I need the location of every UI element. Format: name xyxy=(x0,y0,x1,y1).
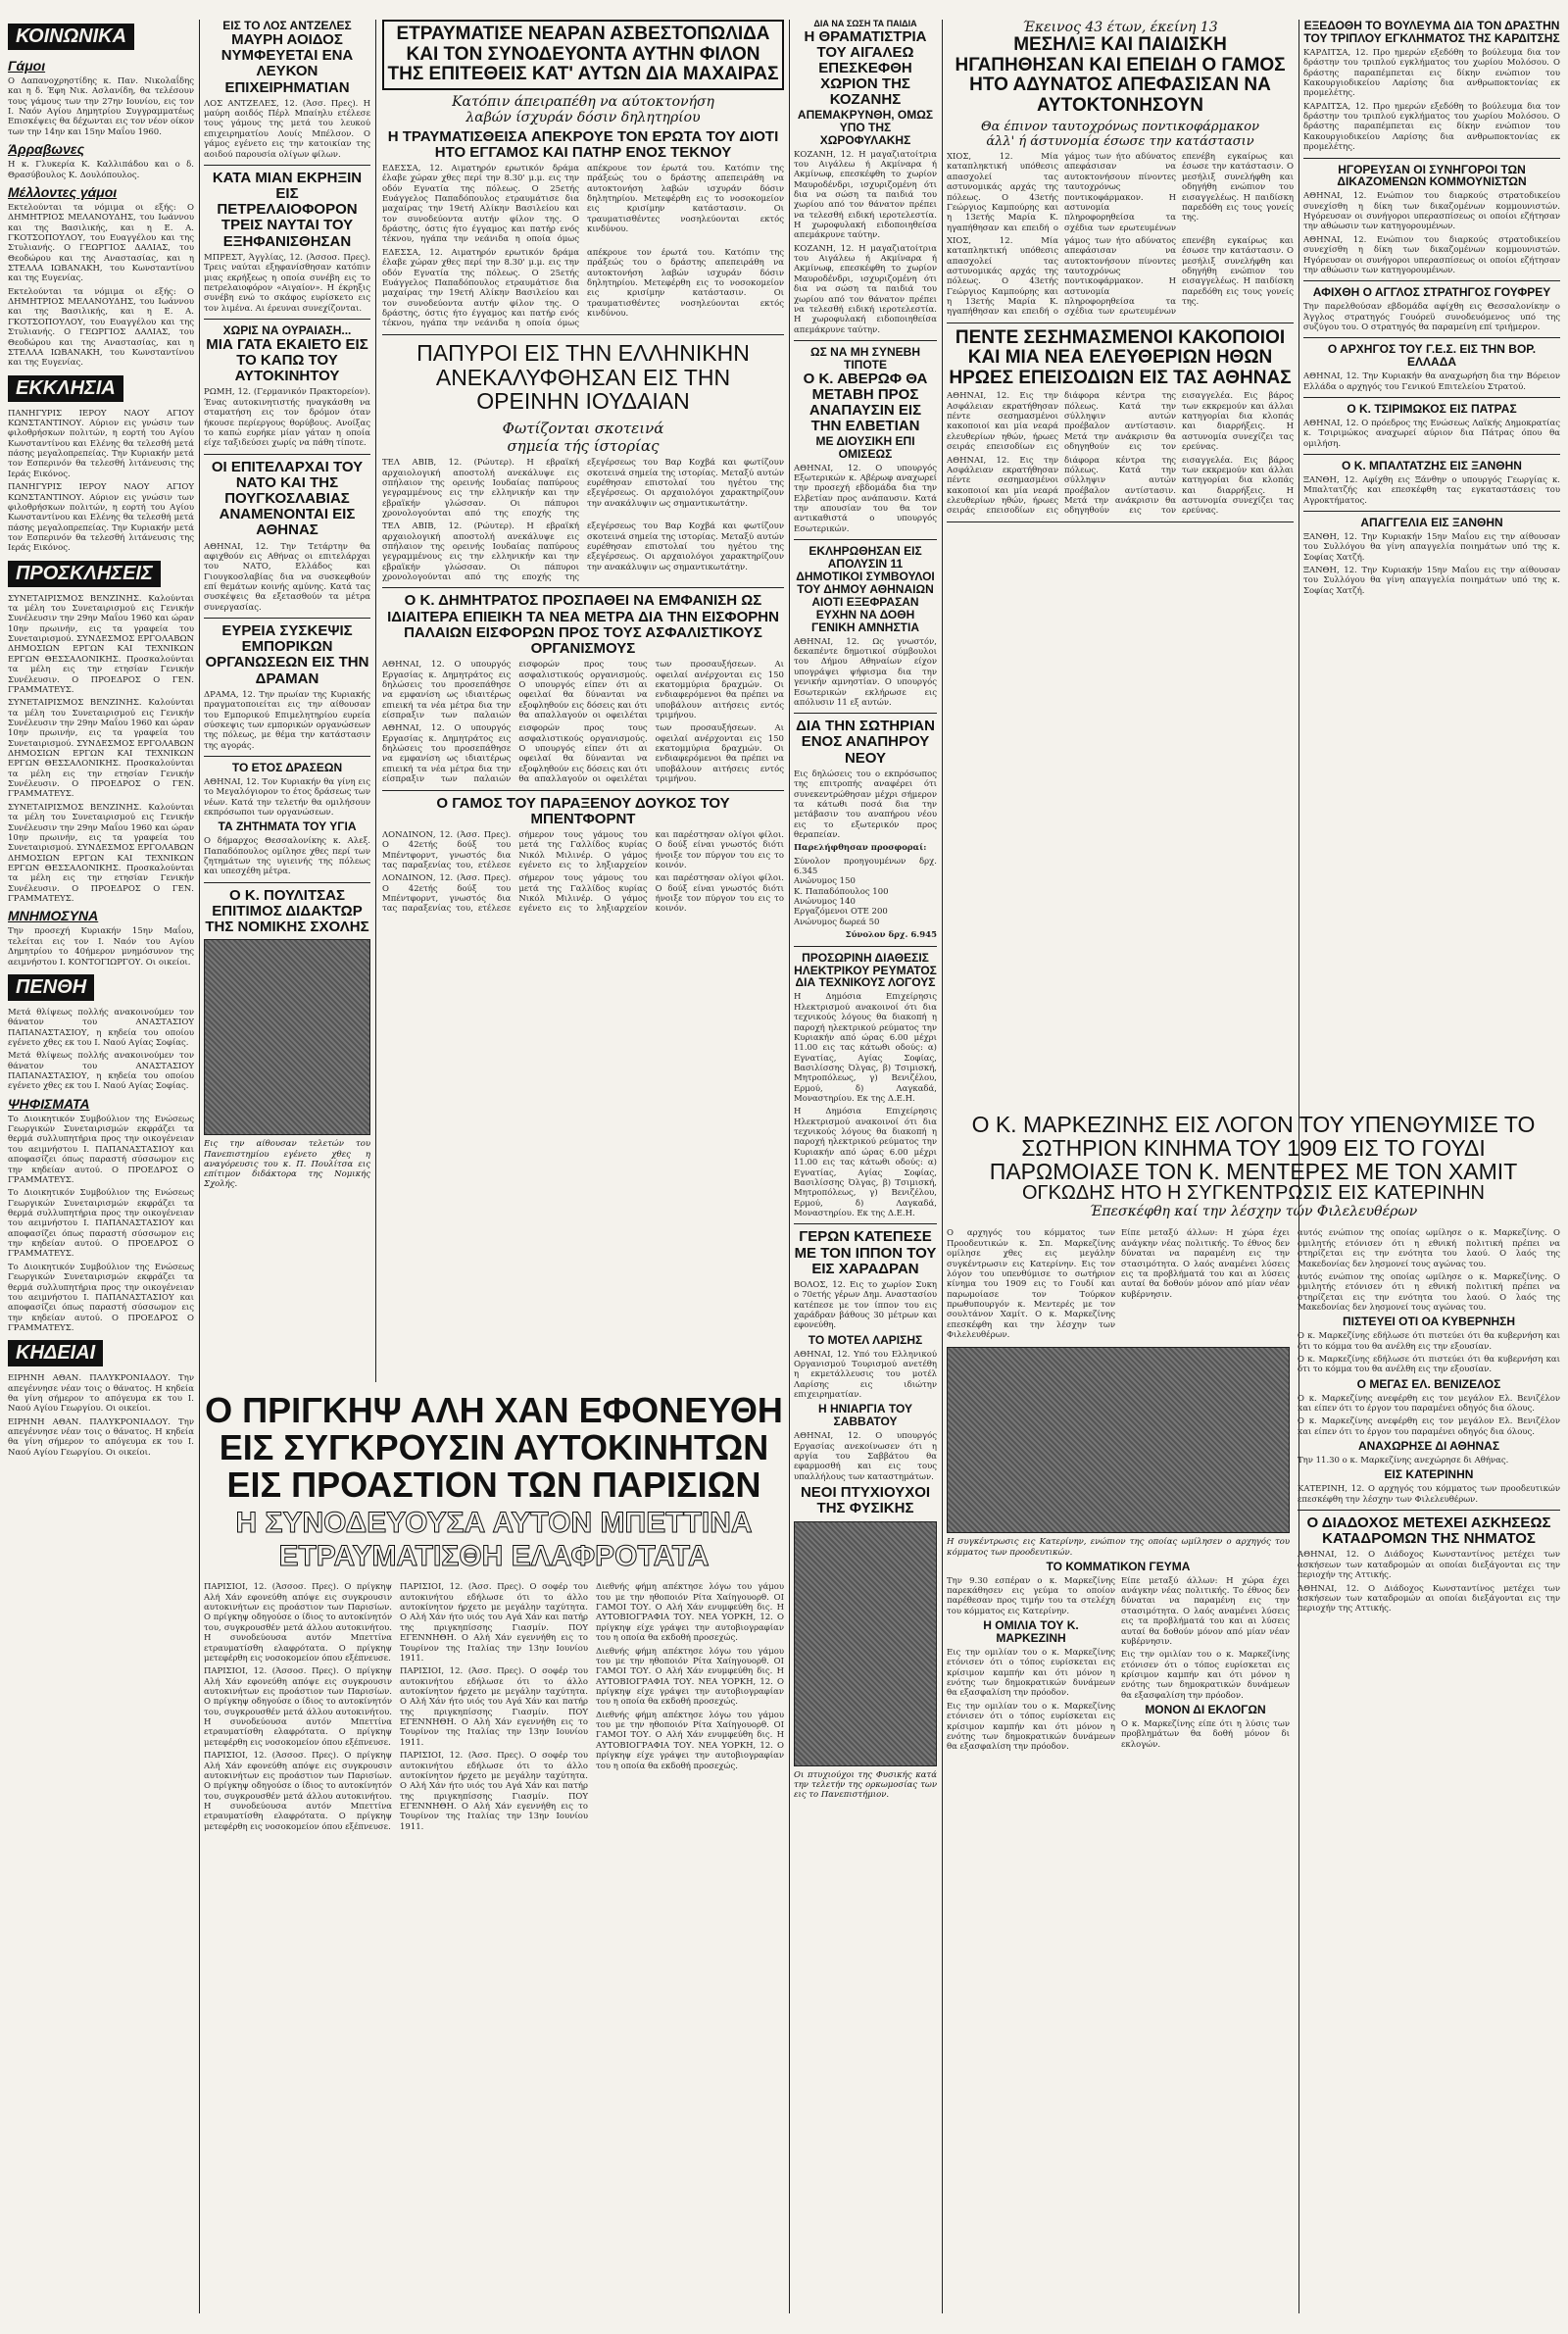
article-text: ΚΑΡΔΙΤΣΑ, 12. Προ ημερών εξεδόθη το βούλευμα δια τον δράστην του τριπλού εγκλήματος του χωρίου Μολόσου. Ο δράστης παραπέμπεται εις δίκην ενώπιον του Κακουργιοδικείου Λαρίσης δια ανθρωποκτονίας εκ προμελέτης. xyxy=(1303,47,1560,99)
article-text: ΑΘΗΝΑΙ, 12. Ο υπουργός Εργασίας κ. Δημητράτος εις δηλώσεις του προσεπάθησε να εμφανίση ως ιδιαιτέρως επιεική τα νέα μέτρα δια την είσπραξιν των παλαιών εισφορών προς τους ασφαλιστικούς οργανισμούς. Ο υπουργός είπεν ότι αι οφειλαί θα δύνανται να εξοφληθούν εις δόσεις και ότι θα απαλλαγούν οι οφειλέται των προσαυξήσεων. Αι οφειλαί ανέρχονται εις 150 εκατομμύρια δραχμών. Οι ενδιαφερόμενοι θα πρέπει να υποβάλουν αιτήσεις εντός τριμήνου. xyxy=(382,660,784,721)
article-text: Εις την ομιλίαν του ο κ. Μαρκεζίνης ετόνισεν ότι ο τόπος ευρίσκεται εις κρίσιμον καμπήν και ότι μόνον η ενότης των δημοκρατικών δυνάμεων θα εξασφαλίση την πρόοδον. xyxy=(1121,1650,1290,1701)
article-kicker: ΩΣ ΝΑ ΜΗ ΣΥΝΕΒΗ ΤΙΠΟΤΕ xyxy=(809,344,921,372)
markezinis-right xyxy=(1298,1225,1560,1755)
column-rule xyxy=(789,20,790,2313)
article-headline: ΓΕΡΩΝ ΚΑΤΕΠΕΣΕ ΜΕ ΤΟΝ ΙΠΠΟΝ ΤΟΥ ΕΙΣ ΧΑΡΑΔΡΑΝ xyxy=(794,1228,937,1277)
article-subhead: Κατόπιν άπειραπέθη να αύτοκτονήση xyxy=(452,93,714,110)
notice-text: Η κ. Γλυκερία Κ. Καλλιπάδου και ο δ. Θρασύβουλος Κ. Δουλόπουλος. xyxy=(8,160,194,180)
list-item: Ανώνυμος 150 xyxy=(794,876,856,887)
article-headline: Ο Κ. ΠΟΥΛΙΤΣΑΣ ΕΠΙΤΙΜΟΣ ΔΙΔΑΚΤΩΡ ΤΗΣ ΝΟΜΙΚΗΣ ΣΧΟΛΗΣ xyxy=(205,886,369,936)
article-subhead: άλλ' ή άστυνομία έσωσε την κατάστασιν xyxy=(986,134,1254,150)
article-text: ΑΘΗΝΑΙ, 12. Τον Κυριακήν θα γίνη εις το Μεγαλόγιορον το έτος δράσεως των νέων. Κατά την τελετήν θα ομιλήσουν εκπρόσωποι των οργανώσεων. xyxy=(204,776,370,819)
banner-column xyxy=(400,1579,588,1835)
list-item: Κ. Παπαδόπουλος 100 xyxy=(794,886,889,897)
article-headline: ΠΕΝΤΕ ΣΕΣΗΜΑΣΜΕΝΟΙ ΚΑΚΟΠΟΙΟΙ ΚΑΙ ΜΙΑ ΝΕΑ ΕΛΕΥΘΕΡΙΩΝ ΗΘΩΝ ΗΡΩΕΣ ΕΠΕΙΣΟΔΙΩΝ ΕΙΣ ΤΑΣ ΑΘΗΝΑΣ xyxy=(949,326,1292,388)
article-headline: Ο Κ. ΤΣΙΡΙΜΩΚΟΣ ΕΙΣ ΠΑΤΡΑΣ xyxy=(1347,401,1517,416)
article-text: ΑΘΗΝΑΙ, 12. Την Τετάρτην θα αφιχθούν εις Αθήνας οι επιτελάρχαι του ΝΑΤΟ, Ελλάδος και Γιουγκοσλαβίας δια να συσκεφθούν επί θεμάτων κοινής αμύνης. Κατά τας συσκέψεις θα εξετασθούν τα μέτρα συνεργασίας. xyxy=(204,541,370,613)
article-text: ΚΟΖΑΝΗ, 12. Η μαγαζιατοίτρια του Αιγάλεω ή Ακμίναρα ή Ακμίνωφ, επεσκέφθη το χωρίον Μαυροδένδρι, ισχυριζομένη ότι δια να σώση τα παιδιά του χωρίου από τον θάνατον πρέπει να τελεσθή ειδική ιεροτελεστία. Η χωροφυλακή ειδοποιηθείσα απεμάκρυνε ταύτην. xyxy=(794,149,937,241)
donation-total: Σύνολον δρχ. 6.945 xyxy=(845,930,937,941)
article-text: αυτός ενώπιον της οποίας ωμίλησε ο κ. Μαρκεζίνης. Ο ομιλητής ετόνισεν ότι η εθνική πολιτική πρέπει να στηρίζεται εις την ενότητα του λαού. Ο λαός της Μακεδονίας δεν λησμονεί τους αγώνας του. xyxy=(1298,1271,1560,1313)
list-item: Σύνολον προηγουμένων δρχ. 6.345 xyxy=(794,856,937,877)
article-text: ΑΘΗΝΑΙ, 12. Ο υπουργός Εξωτερικών κ. Αβέρωφ αναχωρεί την προσεχή εβδομάδα δια την Ελβετίαν προς ανάπαυσιν. Κατά την απουσίαν του θα τον αντικαθιστά ο υπουργός Εσωτερικών. xyxy=(794,463,937,534)
article-text: ΛΟΣ ΑΝΤΖΕΛΕΣ, 12. (Άσσ. Πρες). Η μαύρη αοιδός Πέρλ Μπαίηλυ ετέλεσε τους γάμους της μετά του λευκού επιχειρηματίου Λουίς Μπέλσον. Ο γάμος εγένετο εις την κατοικίαν της αοιδού παρουσία ολίγων φίλων. xyxy=(204,98,370,160)
article-headline: ΕΚΛΗΡΩΘΗΣΑΝ ΕΙΣ ΑΠΟΛΥΣΙΝ 11 ΔΗΜΟΤΙΚΟΙ ΣΥΜΒΟΥΛΟΙ ΤΟΥ ΔΗΜΟΥ ΑΘΗΝΑΙΩΝ xyxy=(796,544,935,596)
banner-headline: ΕΙΣ ΣΥΓΚΡΟΥΣΙΝ ΑΥΤΟΚΙΝΗΤΩΝ xyxy=(219,1426,769,1467)
article-headline: ΑΝΑΧΩΡΗΣΕ ΔΙ ΑΘΗΝΑΣ xyxy=(1357,1439,1500,1454)
article-text: Εις δηλώσεις του ο εκπρόσωπος της επιτροπής αναφέρει ότι συνεκεντρώθησαν μέχρι σήμερον τα κάτωθι ποσά δια την μετάβασιν του αναπήρου νέου εις το εξωτερικόν προς θεραπείαν. xyxy=(794,769,937,840)
article-headline: Ο ΜΕΓΑΣ ΕΛ. ΒΕΝΙΖΕΛΟΣ xyxy=(1356,1376,1501,1391)
article-text: ΛΟΝΔΙΝΟΝ, 12. (Άσσ. Πρες). Ο 42ετής δούξ του Μπέντφορντ, γνωστός δια τας παραξενίας του, ετέλεσε σήμερον τους γάμους του μετά της Γαλλίδος κυρίας Νικόλ Μιλινέρ. Ο γάμος εγένετο εις το ληξιαρχείον και παρέστησαν ολίγοι φίλοι. Ο δούξ είναι γνωστός διότι ήνοιξε τον πύργον του εις το κοινόν. xyxy=(382,829,784,870)
article-text: ΞΑΝΘΗ, 12. Την Κυριακήν 15ην Μαΐου εις την αίθουσαν του Συλλόγου θα γίνη απαγγελία ποιημάτων υπό της κ. Σοφίας Χατζή. xyxy=(1303,531,1560,563)
photo-caption: Οι πτυχιούχοι της Φυσικής κατά την τελετήν της ορκωμοσίας των εις το Πανεπιστήμιον. xyxy=(794,1769,937,1800)
article-text: Ο δήμαρχος Θεσσαλονίκης κ. Αλεξ. Παπαδόπουλος ομίλησε χθες περί των ζητημάτων της υγιεινής της πόλεως και υπεσχέθη μέτρα. xyxy=(204,836,370,877)
article-text: Ο κ. Μαρκεζίνης ανεφέρθη εις τον μεγάλον Ελ. Βενιζέλον και είπεν ότι το έργον του παραμένει οδηγός δια όλους. xyxy=(1298,1393,1560,1414)
article-text: ΠΑΡΙΣΙΟΙ, 12. (Άσσοσ. Πρες). Ο πρίγκηψ Αλή Χάν εφονεύθη απόψε εις συγκρουσιν αυτοκινήτων εις προάστιον των Παρισίων. Ο πρίγκηψ οδηγούσε ο ίδιος το αυτοκίνητόν του, συγκρουσθέν μετά άλλου αυτοκινήτου. Η συνοδεύουσα αυτόν Μπεττίνα ετραυματίσθη ελαφρότατα. Ο πρίγκηψ μετεφέρθη εις νοσοκομείον όπου εξέπνευσε. xyxy=(204,1666,392,1748)
column-rule xyxy=(199,20,200,2313)
notice-text: Το Διοικητικόν Συμβούλιον της Ενώσεως Γεωργικών Συνεταιρισμών εκφράζει τα θερμά συλλυπητήρια προς την οικογένειαν του αειμνήστου Ι. ΠΑΠΑΝΑΣΤΑΣΙΟΥ και αποφασίζει όπως παραστή σύσσωμον εις την κηδείαν αυτού. Ο ΠΡΟΕΔΡΟΣ Ο ΓΡΑΜΜΑΤΕΥΣ. xyxy=(8,1188,194,1260)
article-text: Ο κ. Μαρκεζίνης εδήλωσε ότι πιστεύει ότι θα κυβερνήση και ότι το κόμμα του θα ανέλθη εις την εξουσίαν. xyxy=(1298,1331,1560,1352)
article-text: Είπε μεταξύ άλλων: Η χώρα έχει ανάγκην νέας πολιτικής. Το έθνος δεν δύναται να παραμένη εις την στασιμότητα. Ο λαός αναμένει λύσεις εις τα προβλήματά του και αι λύσεις αυταί θα δοθούν μόνον από μίαν νέαν κυβέρνησιν. xyxy=(1121,1228,1290,1300)
article-text: ΡΩΜΗ, 12. (Γερμανικόν Πρακτορείον). Ένας αυτοκινητιστής ηναγκάσθη να σταματήση εις τον δρόμον όταν ήκουσε περίεργους θορύβους. Ανοίξας το καπώ ευρήκε μίαν γάταν η οποία είχε ταξιδεύσει χωρίς να πάθη τίποτε. xyxy=(204,387,370,449)
section-title: ΠΕΝΘΗ xyxy=(8,974,94,1001)
article-headline: ΤΑ ΖΗΤΗΜΑΤΑ ΤΟΥ ΥΓΙΑ xyxy=(218,819,357,834)
article-text: ΒΟΛΟΣ, 12. Εις το χωρίον Συκη ο 70ετής γέρων Δημ. Αναστασίου κατέπεσε με τον ίππον του εις χαράδραν βάθους 30 μέτρων και εφονεύθη. xyxy=(794,1279,937,1331)
article-headline: Ο Κ. ΜΑΡΚΕΖΙΝΗΣ ΕΙΣ ΛΟΓΟΝ ΤΟΥ ΥΠΕΝΘΥΜΙΣΕ ΤΟ ΣΩΤΗΡΙΟΝ ΚΙΝΗΜΑ ΤΟΥ 1909 ΕΙΣ ΤΟ ΓΟΥΔΙ xyxy=(971,1113,1536,1162)
article-text: ΑΘΗΝΑΙ, 12. Ως γνωστόν, δεκαπέντε δημοτικοί σύμβουλοι του Δήμου Αθηναίων είχον υπογράψει ψήφισμα δια την γενικήν αμνηστίαν. Ο υπουργός Εσωτερικών εκλήρωσε εις απόλυσιν 11 εξ αυτών. xyxy=(794,636,937,708)
article-subhead: λαβών ίσχυράν δόσιν δηλητηρίου xyxy=(466,109,701,125)
section-title: ΠΡΟΣΚΛΗΣΕΙΣ xyxy=(8,561,161,587)
article-headline: Ο ΑΡΧΗΓΟΣ ΤΟΥ Γ.Ε.Σ. ΕΙΣ ΤΗΝ ΒΟΡ. ΕΛΛΑΔΑ xyxy=(1327,342,1537,370)
article-headline: ΑΦΙΧΘΗ Ο ΑΓΓΛΟΣ ΣΤΡΑΤΗΓΟΣ ΓΟΥΦΡΕΥ xyxy=(1312,285,1551,300)
article-headline: ΠΑΠΥΡΟΙ ΕΙΣ ΤΗΝ ΕΛΛΗΝΙΚΗΝ ΑΝΕΚΑΛΥΦΘΗΣΑΝ ΕΙΣ ΤΗΝ ΟΡΕΙΝΗΝ ΙΟΥΔΑΙΑΝ xyxy=(416,339,750,415)
column-rule xyxy=(942,20,943,2313)
article-headline: ΕΙΣ ΚΑΤΕΡΙΝΗΝ xyxy=(1384,1467,1474,1482)
banner-headline: Ο ΠΡΙΓΚΗΨ ΑΛΗ ΧΑΝ ΕΦΟΝΕΥΘΗ xyxy=(205,1392,783,1430)
markezinis-article xyxy=(947,1113,1560,2318)
article-text: Διεθνής φήμη απέκτησε λόγω του γάμου του με την ηθοποιόν Ρίτα Χαίηγουορθ. ΟΙ ΓΑΜΟΙ ΤΟΥ. Ο Αλή Χάν ενυμφεύθη δις. Η ΑΥΤΟΒΙΟΓΡΑΦΙΑ ΤΟΥ. ΝΕΑ ΥΟΡΚΗ, 12. Ο πρίγκηψ είχε γράψει την αυτοβιογραφίαν του η οποία θα εκδοθή προσεχώς. xyxy=(596,1582,784,1644)
banner-subhead: Η ΣΥΝΟΔΕΥΟΥΣΑ ΑΥΤΟΝ ΜΠΕΤΤΙΝΑ xyxy=(235,1507,753,1540)
article-text: ΚΑΡΔΙΤΣΑ, 12. Προ ημερών εξεδόθη το βούλευμα δια τον δράστην του τριπλού εγκλήματος του χωρίου Μολόσου. Ο δράστης παραπέμπεται εις δίκην ενώπιον του Κακουργιοδικείου Λαρίσης δια ανθρωποκτονίας εκ προμελέτης. xyxy=(1303,101,1560,153)
subsection-title: Γάμοι xyxy=(8,58,46,74)
article-text: ΑΘΗΝΑΙ, 12. Ο υπουργός Εργασίας ανεκοίνωσεν ότι η αργία του Σαββάτου θα εφαρμοσθή και εις τους υπαλλήλους των καταστημάτων. xyxy=(794,1431,937,1482)
article-text: ΞΑΝΘΗ, 12. Την Κυριακήν 15ην Μαΐου εις την αίθουσαν του Συλλόγου θα γίνη απαγγελία ποιημάτων υπό της κ. Σοφίας Χατζή. xyxy=(1303,566,1560,596)
photo-caption: Εις την αίθουσαν τελετών του Πανεπιστημίου εγένετο χθες η αναγόρευσις του κ. Π. Πουλίτσα εις επίτιμον διδάκτορα της Νομικής Σχολής. xyxy=(204,1139,370,1190)
graduates-photo xyxy=(794,1521,937,1766)
article-text: ΠΑΡΙΣΙΟΙ, 12. (Άσσ. Πρες). Ο σοφέρ του αυτοκινήτου εδήλωσε ότι το άλλο αυτοκίνητον ήρχετο με μεγάλην ταχύτητα. Ο Αλή Χάν ήτο υιός του Αγά Χάν και πατήρ της πριγκηπίσσης Γιασμίν. ΠΟΥ ΕΓΕΝΝΗΘΗ. Ο Αλή Χάν εγεννήθη εις το Τουρίνον της Ιταλίας την 13ην Ιουνίου 1911. xyxy=(400,1666,588,1748)
article-text: Ο κ. Μαρκεζίνης ανεφέρθη εις τον μεγάλον Ελ. Βενιζέλον και είπεν ότι το έργον του παραμένει οδηγός δια όλους. xyxy=(1298,1416,1560,1437)
article-headline: ΠΙΣΤΕΥΕΙ ΟΤΙ ΟΑ ΚΥΒΕΡΝΗΣΗ xyxy=(1342,1315,1516,1329)
social-column xyxy=(8,20,194,2318)
article-text: Την 9.30 εσπέραν ο κ. Μαρκεζίνης παρεκάθησεν εις γεύμα το οποίον παρέθεσαν προς τιμήν του τα στελέχη του κόμματος εις Κατερίνην. xyxy=(947,1575,1115,1616)
article-headline: ΠΑΡΩΜΟΙΑΣΕ ΤΟΝ Κ. ΜΕΝΤΕΡΕΣ ΜΕ ΤΟΝ ΧΑΜΙΤ xyxy=(989,1159,1518,1185)
article-subhead: Θα έπινον ταυτοχρόνως ποντικοφάρμακον xyxy=(980,120,1260,135)
markezinis-left xyxy=(947,1225,1290,1755)
list-item: Εργαζόμενοι ΟΤΕ 200 xyxy=(794,907,888,918)
banner-headline: ΕΙΣ ΠΡΟΑΣΤΙΟΝ ΤΩΝ ΠΑΡΙΣΙΩΝ xyxy=(226,1464,761,1505)
article-headline: Ο Κ. ΑΒΕΡΩΦ ΘΑ ΜΕΤΑΒΗ ΠΡΟΣ ΑΝΑΠΑΥΣΙΝ ΕΙΣ ΤΗΝ ΕΛΒΕΤΙΑΝ xyxy=(803,370,928,435)
notice-text: ΕΙΡΗΝΗ ΑΘΑΝ. ΠΑΛΥΚΡΟΝΙΑΔΟΥ. Την απεγέννησε νέαν τοις ο θάνατος. Η κηδεία θα γίνη σήμερον το απόγευμα εκ του Ι. Ναού Αγίου Γεωργίου. Οι οικείοι. xyxy=(8,1416,194,1458)
article-text: ΧΙΟΣ, 12. Μία καταπληκτική υπόθεσις απασχολεί τας αστυνομικάς αρχάς της πόλεως. Ο 43ετής Γεώργιος Καμπούρης και η 13ετής Μαρία Κ. ηγαπήθησαν και επειδή ο γάμος των ήτο αδύνατος απεφάσισαν να αυτοκτονήσουν πίνοντες ταυτοχρόνως ποντικοφάρμακον. Η αστυνομία πληροφορηθείσα τα σχέδια των ερωτευμένων επενέβη εγκαίρως και έσωσε την κατάστασιν. Ο μεσήλιξ συνελήφθη και οδηγήθη ενώπιον του εισαγγελέως. Η παιδίσκη παρεδόθη εις τους γονείς της. xyxy=(947,152,1294,233)
article-headline: ΤΟ ΜΟΤΕΛ ΛΑΡΙΣΗΣ xyxy=(808,1332,923,1347)
article-headline: Η ΟΜΙΛΙΑ ΤΟΥ Κ. ΜΑΡΚΕΖΙΝΗ xyxy=(983,1618,1079,1646)
notice-text: Την προσεχή Κυριακήν 15ην Μαΐου, τελείται εις τον Ι. Ναόν του Αγίου Δημητρίου το 40ήμερον μνημόσυνον της αειμνήστου Ι. ΚΟΝΤΟΓΙΩΡΓΟΥ. Οι οικείοι. xyxy=(8,926,194,968)
article-headline: ΗΓΟΡΕΥΣΑΝ ΟΙ ΣΥΝΗΓΟΡΟΙ ΤΩΝ ΔΙΚΑΖΟΜΕΝΩΝ ΚΟΜΜΟΥΝΙΣΤΩΝ xyxy=(1337,162,1527,189)
rally-photo xyxy=(947,1347,1290,1533)
article-text: Διεθνής φήμη απέκτησε λόγω του γάμου του με την ηθοποιόν Ρίτα Χαίηγουορθ. ΟΙ ΓΑΜΟΙ ΤΟΥ. Ο Αλή Χάν ενυμφεύθη δις. Η ΑΥΤΟΒΙΟΓΡΑΦΙΑ ΤΟΥ. ΝΕΑ ΥΟΡΚΗ, 12. Ο πρίγκηψ είχε γράψει την αυτοβιογραφίαν του η οποία θα εκδοθή προσεχώς. xyxy=(596,1646,784,1708)
notice-text: ΕΙΡΗΝΗ ΑΘΑΝ. ΠΑΛΥΚΡΟΝΙΑΔΟΥ. Την απεγέννησε νέαν τοις ο θάνατος. Η κηδεία θα γίνη σήμερον το απόγευμα εκ του Ι. Ναού Αγίου Γεωργίου. Οι οικείοι. xyxy=(8,1373,194,1415)
banner-article xyxy=(204,1392,784,2318)
article-headline: ΔΙΑ ΤΗΝ ΣΩΤΗΡΙΑΝ ΕΝΟΣ ΑΝΑΠΗΡΟΥ ΝΕΟΥ xyxy=(796,718,935,767)
article-text: ΑΘΗΝΑΙ, 12. Εις την Ασφάλειαν εκρατήθησαν πέντε σεσημασμένοι κακοποιοί και μία νεαρά ελευθερίων ηθών, ήρωες σειράς επεισοδίων εις διάφορα κέντρα της πόλεως. Κατά την σύλληψιν αυτών προέβαλον αντίστασιν. Μετά την ανάκρισιν θα οδηγηθούν εις τον εισαγγελέα. Εις βάρος των εκκρεμούν και άλλαι κατηγορίαι δια κλοπάς και διαρρήξεις. Η αστυνομία συνεχίζει τας ερεύνας. xyxy=(947,391,1294,453)
notice-text: ΠΑΝΗΓΥΡΙΣ ΙΕΡΟΥ ΝΑΟΥ ΑΓΙΟΥ ΚΩΝΣΤΑΝΤΙΝΟΥ. Αύριον εις γνώσιν των φιλοθρήσκων πολιτών, η εορτή του Αγίου Κωνσταντίνου και Ελένης θα τελεσθή μετά πάσης μεγαλοπρεπείας. Την Κυριακήν μετά τον Εσπερινόν θα τελεσθή λιτάνευσις της Ιεράς Εικόνος. xyxy=(8,482,194,554)
article-text: Είπε μεταξύ άλλων: Η χώρα έχει ανάγκην νέας πολιτικής. Το έθνος δεν δύναται να παραμένη εις την στασιμότητα. Ο λαός αναμένει λύσεις εις τα προβλήματά του και αι λύσεις αυταί θα δοθούν μόνον από μίαν νέαν κυβέρνησιν. xyxy=(1121,1575,1290,1647)
notice-text: ΣΥΝΕΤΑΙΡΙΣΜΟΣ ΒΕΝΖΙΝΗΣ. Καλούνται τα μέλη του Συνεταιρισμού εις Γενικήν Συνέλευσιν την 29ην Μαΐου 1960 και ώραν 10ην πρωινήν, εις τα γραφεία του Συνεταιρισμού. ΣΥΝΔΕΣΜΟΣ ΕΡΓΟΛΑΒΩΝ ΔΗΜΟΣΙΩΝ ΕΡΓΩΝ ΚΑΙ ΤΕΧΝΙΚΩΝ ΕΡΓΩΝ ΘΕΣΣΑΛΟΝΙΚΗΣ. Προσκαλούνται τα μέλη εις την ετησίαν Γενικήν Συνέλευσιν. Ο ΠΡΟΕΔΡΟΣ Ο ΓΕΝ. ΓΡΑΜΜΑΤΕΥΣ. xyxy=(8,698,194,800)
photo-caption: Η συγκέντρωσις εις Κατερίνην, ενώπιον της οποίας ωμίλησεν ο αρχηγός του κόμματος των προοδευτικών. xyxy=(947,1537,1290,1558)
notice-text: Το Διοικητικόν Συμβούλιον της Ενώσεως Γεωργικών Συνεταιρισμών εκφράζει τα θερμά συλλυπητήρια προς την οικογένειαν του αειμνήστου Ι. ΠΑΠΑΝΑΣΤΑΣΙΟΥ και αποφασίζει όπως παραστή σύσσωμον εις την κηδείαν αυτού. Ο ΠΡΟΕΔΡΟΣ Ο ΓΡΑΜΜΑΤΕΥΣ. xyxy=(8,1262,194,1333)
article-text: ΑΘΗΝΑΙ, 12. Ο Διάδοχος Κωνσταντίνος μετέχει των ασκήσεων των καταδρομών αι οποίαι διεξάγονται εις την περιοχήν της Αττικής. xyxy=(1298,1583,1560,1614)
article-headline: ΤΟ ΚΟΜΜΑΤΙΚΟΝ ΓΕΥΜΑ xyxy=(1046,1559,1191,1573)
section-title: ΚΟΙΝΩΝΙΚΑ xyxy=(8,24,134,50)
subsection-title: ΨΗΦΙΣΜΑΤΑ xyxy=(8,1095,90,1112)
list-item: Ανώνυμος 140 xyxy=(794,897,856,908)
list-item: Ανώνυμος δωρεά 50 xyxy=(794,917,880,927)
article-headline: Ο ΔΙΑΔΟΧΟΣ ΜΕΤΕΧΕΙ ΑΣΚΗΣΕΩΣ ΚΑΤΑΔΡΟΜΩΝ ΤΗΣ ΝΗΜΑΤΟΣ xyxy=(1306,1515,1551,1548)
article-text: ΛΟΝΔΙΝΟΝ, 12. (Άσσ. Πρες). Ο 42ετής δούξ του Μπέντφορντ, γνωστός δια τας παραξενίας του, ετέλεσε σήμερον τους γάμους του μετά της Γαλλίδος κυρίας Νικόλ Μιλινέρ. Ο γάμος εγένετο εις το ληξιαρχείον και παρέστησαν ολίγοι φίλοι. Ο δούξ είναι γνωστός διότι ήνοιξε τον πύργον του εις το κοινόν. xyxy=(382,873,784,915)
article-text: Η Δημόσια Επιχείρησις Ηλεκτρισμού ανακοινοί ότι δια τεχνικούς λόγους θα διακοπή η παροχή ηλεκτρικού ρεύματος την Κυριακήν από ώρας 6.00 μέχρι 11.00 εις τας κάτωθι οδούς: α) Εγνατίας, Αγίας Σοφίας, Βασιλίσσης Όλγας, β) Τσιμισκή, Μητροπόλεως, γ) Βενιζέλου, Ερμού, δ) Λαγκαδά, Μοναστηρίου. Εκ της Δ.Ε.Η. xyxy=(794,1107,937,1218)
article-text: ΚΑΤΕΡΙΝΗ, 12. Ο αρχηγός του κόμματος των προοδευτικών επεσκέφθη την λέσχην των Φιλελευθέρων. xyxy=(1298,1484,1560,1505)
article-text: Εις την ομιλίαν του ο κ. Μαρκεζίνης ετόνισεν ότι ο τόπος ευρίσκεται εις κρίσιμον καμπήν και ότι μόνον η ενότης των δημοκρατικών δυνάμεων θα εξασφαλίση την πρόοδον. xyxy=(947,1648,1115,1699)
article-text: ΕΔΕΣΣΑ, 12. Αιματηρόν ερωτικόν δράμα έλαβε χώραν χθες περί την 8.30' μ.μ. εις την οδόν Εγνατία της πόλεως. Ο 25ετής Ευάγγελος Παπαδόπουλος ετραυμάτισε δια μαχαίρας την 19ετή Αλίκην Βασιλείου και τον συνοδεύοντα αυτήν φίλον της. Ο δράστης, όστις ήτο έγγαμος και πατήρ ενός τέκνου, ηγάπα την νεάνιδα η οποία όμως απέκρουε τον έρωτά του. Κατόπιν της πράξεώς του ο δράστης απεπειράθη να αυτοκτονήση λαβών ισχυράν δόσιν δηλητηρίου. Μετεφέρθη εις το νοσοκομείον εις κρισίμην κατάστασιν. Οι τραυματισθέντες νοσηλεύονται εκτός κινδύνου. xyxy=(382,163,784,245)
article-headline: ΕΥΡΕΙΑ ΣΥΣΚΕΨΙΣ ΕΜΠΟΡΙΚΩΝ ΟΡΓΑΝΩΣΕΩΝ ΕΙΣ ΤΗΝ ΔΡΑΜΑΝ xyxy=(205,622,369,687)
article-subhead: Φωτίζονται σκοτεινά xyxy=(502,420,664,438)
article-subhead: ΑΙΟΤΙ ΕΞΕΦΡΑΣΑΝ ΕΥΧΗΝ ΝΑ ΔΟΘΗ ΓΕΝΙΚΗ ΑΜΝΗΣΤΙΑ xyxy=(811,594,919,634)
notice-text: Μετά θλίψεως πολλής ανακοινούμεν τον θάνατον του ΑΝΑΣΤΑΣΙΟΥ ΠΑΠΑΝΑΣΤΑΣΙΟΥ, η κηδεία του οποίου εγένετο χθες εκ του Ι. Ναού Αγίας Σοφίας. xyxy=(8,1007,194,1048)
article-text: ΤΕΛ ΑΒΙΒ, 12. (Ρώυτερ). Η εβραϊκή αρχαιολογική αποστολή ανεκάλυψε εις σπήλαιον της ορεινής Ιουδαίας παπύρους γεγραμμένους εις την ελληνικήν και την εβραϊκήν γλώσσαν. Οι πάπυροι χρονολογούνται από της εποχής της εξεγέρσεως του Βαρ Κοχβά και φωτίζουν σκοτεινά σημεία της ιστορίας. Μεταξύ αυτών ευρέθησαν επιστολαί του ηγέτου της εξεγέρσεως. Οι αρχαιολόγοι χαρακτηρίζουν την ανακάλυψιν ως σημαντικωτάτην. xyxy=(382,521,784,583)
ceremony-photo xyxy=(204,939,370,1135)
notice-text: Μετά θλίψεως πολλής ανακοινούμεν τον θάνατον του ΑΝΑΣΤΑΣΙΟΥ ΠΑΠΑΝΑΣΤΑΣΙΟΥ, η κηδεία του οποίου εγένετο χθες εκ του Ι. Ναού Αγίας Σοφίας. xyxy=(8,1051,194,1092)
article-kicker: ΕΙΣ ΤΟ ΛΟΣ ΑΝΤΖΕΛΕΣ xyxy=(222,20,352,32)
notice-text: Εκτελούνται τα νόμιμα οι εξής: Ο ΔΗΜΗΤΡΙΟΣ ΜΕΛΑΝΟΥΔΗΣ, του Ιωάννου και της Βασιλικής, και η Ε. Α. ΓΚΟΤΣΟΠΟΥΛΟΥ, του Ευαγγέλου και της Στυλιανής. Ο ΓΕΩΡΓΙΟΣ ΔΑΛΙΑΣ, του Θεοδώρου και της Αναστασίας, και η ΣΤΕΛΛΑ ΙΩΒΑΝΑΚΗ, του Κωνσταντίνου και της Ευγενίας. xyxy=(8,202,194,284)
article-text: ΚΟΖΑΝΗ, 12. Η μαγαζιατοίτρια του Αιγάλεω ή Ακμίναρα ή Ακμίνωφ, επεσκέφθη το χωρίον Μαυροδένδρι, ισχυριζομένη ότι δια να σώση τα παιδιά του χωρίου από τον θάνατον πρέπει να τελεσθή ειδική ιεροτελεστία. Η χωροφυλακή ειδοποιηθείσα απεμάκρυνε ταύτην. xyxy=(794,243,937,335)
notice-text: Εκτελούνται τα νόμιμα οι εξής: Ο ΔΗΜΗΤΡΙΟΣ ΜΕΛΑΝΟΥΔΗΣ, του Ιωάννου και της Βασιλικής, και η Ε. Α. ΓΚΟΤΣΟΠΟΥΛΟΥ, του Ευαγγέλου και της Στυλιανής. Ο ΓΕΩΡΓΙΟΣ ΔΑΛΙΑΣ, του Θεοδώρου και της Αναστασίας, και η ΣΤΕΛΛΑ ΙΩΒΑΝΑΚΗ, του Κωνσταντίνου και της Ευγενίας. xyxy=(8,286,194,369)
notice-text: ΣΥΝΕΤΑΙΡΙΣΜΟΣ ΒΕΝΖΙΝΗΣ. Καλούνται τα μέλη του Συνεταιρισμού εις Γενικήν Συνέλευσιν την 29ην Μαΐου 1960 και ώραν 10ην πρωινήν, εις τα γραφεία του Συνεταιρισμού. ΣΥΝΔΕΣΜΟΣ ΕΡΓΟΛΑΒΩΝ ΔΗΜΟΣΙΩΝ ΕΡΓΩΝ ΚΑΙ ΤΕΧΝΙΚΩΝ ΕΡΓΩΝ ΘΕΣΣΑΛΟΝΙΚΗΣ. Προσκαλούνται τα μέλη εις την ετησίαν Γενικήν Συνέλευσιν. Ο ΠΡΟΕΔΡΟΣ Ο ΓΕΝ. ΓΡΑΜΜΑΤΕΥΣ. xyxy=(8,593,194,695)
news-column-4 xyxy=(794,20,937,2318)
article-subhead: σημεία τής ίστορίας xyxy=(507,437,660,456)
column-rule xyxy=(375,20,376,1382)
article-headline: Η ΤΡΑΥΜΑΤΙΣΘΕΙΣΑ ΑΠΕΚΡΟΥΕ ΤΟΝ ΕΡΩΤΑ ΤΟΥ ΔΙΟΤΙ ΗΤΟ ΕΓΓΑΜΟΣ ΚΑΙ ΠΑΤΗΡ ΕΝΟΣ ΤΕΚΝΟΥ xyxy=(387,127,779,161)
article-text: Ο κ. Μαρκεζίνης εδήλωσε ότι πιστεύει ότι θα κυβερνήση και ότι το κόμμα του θα ανέλθη εις την εξουσίαν. xyxy=(1298,1354,1560,1375)
article-headline: Ο ΓΑΜΟΣ ΤΟΥ ΠΑΡΑΞΕΝΟΥ ΔΟΥΚΟΣ ΤΟΥ ΜΠΕΝΤΦΟΡΝΤ xyxy=(436,794,730,827)
article-text: ΑΘΗΝΑΙ, 12. Ο πρόεδρος της Ενώσεως Λαϊκής Δημοκρατίας κ. Τσιριμώκος αναχωρεί αύριον δια Πάτρας όπου θα ομιλήση. xyxy=(1303,418,1560,449)
news-column-3 xyxy=(382,20,784,1377)
article-text: ΕΔΕΣΣΑ, 12. Αιματηρόν ερωτικόν δράμα έλαβε χώραν χθες περί την 8.30' μ.μ. εις την οδόν Εγνατία της πόλεως. Ο 25ετής Ευάγγελος Παπαδόπουλος ετραυμάτισε δια μαχαίρας την 19ετή Αλίκην Βασιλείου και τον συνοδεύοντα αυτήν φίλον της. Ο δράστης, όστις ήτο έγγαμος και πατήρ ενός τέκνου, ηγάπα την νεάνιδα η οποία όμως απέκρουε τον έρωτά του. Κατόπιν της πράξεώς του ο δράστης απεπειράθη να αυτοκτονήση λαβών ισχυράν δόσιν δηλητηρίου. Μετεφέρθη εις το νοσοκομείον εις κρισίμην κατάστασιν. Οι τραυματισθέντες νοσηλεύονται εκτός κινδύνου. xyxy=(382,247,784,329)
article-text: ΞΑΝΘΗ, 12. Αφίχθη εις Ξάνθην ο υπουργός Γεωργίας κ. Μπαλτατζής και επεσκέφθη τας εγκαταστάσεις του Αγροκτήματος. xyxy=(1303,474,1560,506)
article-subhead: ΑΠΕΜΑΚΡΥΝΘΗ, ΟΜΩΣ ΥΠΟ ΤΗΣ ΧΩΡΟΦΥΛΑΚΗΣ xyxy=(797,107,934,147)
article-text: ΜΠΡΕΣΤ, Άγγλίας, 12. (Άσσοσ. Πρες). Τρεις ναύται εξηφανίσθησαν κατόπιν μιας εκρήξεως η οποία συνέβη εις το πετρελαιοφόρον «Αιγαίον». Η έκρηξις συνέβη ενώ το σκάφος ευρίσκετο εις τον λιμένα. Αι έρευναι συνεχίζονται. xyxy=(204,252,370,314)
article-headline: ΜΟΝΟΝ ΔΙ ΕΚΛΟΓΩΝ xyxy=(1145,1703,1266,1717)
article-headline: ΝΕΟΙ ΠΤΥΧΙΟΥΧΟΙ ΤΗΣ ΦΥΣΙΚΗΣ xyxy=(800,1484,931,1517)
article-text: ΑΘΗΝΑΙ, 12. Ο Διάδοχος Κωνσταντίνος μετέχει των ασκήσεων των καταδρομών αι οποίαι διεξάγονται εις την περιοχήν της Αττικής. xyxy=(1298,1550,1560,1581)
article-text: Η Δημόσια Επιχείρησις Ηλεκτρισμού ανακοινοί ότι δια τεχνικούς λόγους θα διακοπή η παροχή ηλεκτρικού ρεύματος την Κυριακήν από ώρας 6.00 μέχρι 11.00 εις τας κάτωθι οδούς: α) Εγνατίας, Αγίας Σοφίας, Βασιλίσσης Όλγας, β) Τσιμισκή, Μητροπόλεως, γ) Βενιζέλου, Ερμού, δ) Λαγκαδά, Μοναστηρίου. Εκ της Δ.Ε.Η. xyxy=(794,992,937,1105)
article-text: ΑΘΗΝΑΙ, 12. Ενώπιον του διαρκούς στρατοδικείου συνεχίσθη η δίκη των δικαζομένων κομμουνιστών. Ηγόρευσαν οι συνήγοροι υπερασπίσεως οι οποίοι εζήτησαν την αθώωσιν των κατηγορουμένων. xyxy=(1303,191,1560,232)
article-headline: ΕΤΡΑΥΜΑΤΙΣΕ ΝΕΑΡΑΝ ΑΣΒΕΣΤΟΠΩΛΙΔΑ ΚΑΙ ΤΟΝ ΣΥΝΟΔΕΥΟΝΤΑ ΑΥΤΗΝ ΦΙΛΟΝ ΤΗΣ ΕΠΙΤΕΘΕΙΣ ΚΑΤ' ΑΥΤΩΝ ΔΙΑ ΜΑΧΑΙΡΑΣ xyxy=(382,20,784,90)
article-text: Ο αρχηγός του κόμματος των Προοδευτικών κ. Σπ. Μαρκεζίνης ομίλησε χθες εις μεγάλην συγκέντρωσιν εις Κατερίνην. Εις τον λόγον του υπενθύμισε το σωτήριον κίνημα του 1909 εις το Γουδί και παρωμοίασε τον Τούρκον πρωθυπουργόν κ. Μεντερές με τον σουλτάνον Χαμίτ. Ο κ. Μαρκεζίνης επεσκέφθη και την λέσχην των Φιλελευθέρων. xyxy=(947,1228,1115,1341)
article-headline: ΜΑΥΡΗ ΑΟΙΔΟΣ ΝΥΜΦΕΥΕΤΑΙ ΕΝΑ ΛΕΥΚΟΝ ΕΠΙΧΕΙΡΗΜΑΤΙΑΝ xyxy=(220,30,354,96)
article-headline: ΟΓΚΩΔΗΣ ΗΤΟ Η ΣΥΓΚΕΝΤΡΩΣΙΣ ΕΙΣ ΚΑΤΕΡΙΝΗΝ xyxy=(1022,1182,1485,1205)
article-headline: ΠΡΟΣΩΡΙΝΗ ΔΙΑΘΕΣΙΣ ΗΛΕΚΤΡΙΚΟΥ ΡΕΥΜΑΤΟΣ ΔΙΑ ΤΕΧΝΙΚΟΥΣ ΛΟΓΟΥΣ xyxy=(794,950,937,990)
article-text: Διεθνής φήμη απέκτησε λόγω του γάμου του με την ηθοποιόν Ρίτα Χαίηγουορθ. ΟΙ ΓΑΜΟΙ ΤΟΥ. Ο Αλή Χάν ενυμφεύθη δις. Η ΑΥΤΟΒΙΟΓΡΑΦΙΑ ΤΟΥ. ΝΕΑ ΥΟΡΚΗ, 12. Ο πρίγκηψ είχε γράψει την αυτοβιογραφίαν του η οποία θα εκδοθή προσεχώς. xyxy=(596,1710,784,1771)
article-text: ΔΡΑΜΑ, 12. Την πρωίαν της Κυριακής πραγματοποιείται εις την αίθουσαν του Εμπορικού Επιμελητηρίου ευρεία σύσκεψις των εμπορικών οργανώσεων της πόλεως, με θέμα την κατάστασιν της αγοράς. xyxy=(204,689,370,751)
notice-text: ΠΑΝΗΓΥΡΙΣ ΙΕΡΟΥ ΝΑΟΥ ΑΓΙΟΥ ΚΩΝΣΤΑΝΤΙΝΟΥ. Αύριον εις γνώσιν των φιλοθρήσκων πολιτών, η εορτή του Αγίου Κωνσταντίνου και Ελένης θα τελεσθή μετά πάσης μεγαλοπρεπείας. Την Κυριακήν μετά τον Εσπερινόν θα τελεσθή λιτάνευσις της Ιεράς Εικόνος. xyxy=(8,408,194,479)
notice-text: ΣΥΝΕΤΑΙΡΙΣΜΟΣ ΒΕΝΖΙΝΗΣ. Καλούνται τα μέλη του Συνεταιρισμού εις Γενικήν Συνέλευσιν την 29ην Μαΐου 1960 και ώραν 10ην πρωινήν, εις τα γραφεία του Συνεταιρισμού. ΣΥΝΔΕΣΜΟΣ ΕΡΓΟΛΑΒΩΝ ΔΗΜΟΣΙΩΝ ΕΡΓΩΝ ΚΑΙ ΤΕΧΝΙΚΩΝ ΕΡΓΩΝ ΘΕΣΣΑΛΟΝΙΚΗΣ. Προσκαλούνται τα μέλη εις την ετησίαν Γενικήν Συνέλευσιν. Ο ΠΡΟΕΔΡΟΣ Ο ΓΕΝ. ΓΡΑΜΜΑΤΕΥΣ. xyxy=(8,802,194,905)
article-text: ΑΘΗΝΑΙ, 12. Ο υπουργός Εργασίας κ. Δημητράτος εις δηλώσεις του προσεπάθησε να εμφανίση ως ιδιαιτέρως επιεική τα νέα μέτρα δια την είσπραξιν των παλαιών εισφορών προς τους ασφαλιστικούς οργανισμούς. Ο υπουργός είπεν ότι αι οφειλαί θα δύνανται να εξοφληθούν εις δόσεις και ότι θα απαλλαγούν οι οφειλέται των προσαυξήσεων. Αι οφειλαί ανέρχονται εις 150 εκατομμύρια δραχμών. Οι ενδιαφερόμενοι θα πρέπει να υποβάλουν αιτήσεις εντός τριμήνου. xyxy=(382,723,784,785)
article-text: ΑΘΗΝΑΙ, 12. Υπό του Ελληνικού Οργανισμού Τουρισμού ανετέθη η εκμετάλλευσις του μοτέλ Λαρίσης εις ιδιώτην επιχειρηματίαν. xyxy=(794,1349,937,1401)
article-headline: Η ΘΡΑΜΑΤΙΣΤΡΙΑ ΤΟΥ ΑΙΓΑΛΕΩ ΕΠΕΣΚΕΦΘΗ ΧΩΡΙΟΝ ΤΗΣ ΚΟΖΑΝΗΣ xyxy=(804,27,927,109)
article-text: Την παρελθούσαν εβδομάδα αφίχθη εις Θεσσαλονίκην ο Άγγλος στρατηγός Γουόρεϋ συνοδευόμενος υπό της συζύγου του. Ο στρατηγός θα παραμείνη επί τριήμερον. xyxy=(1303,302,1560,332)
article-headline: Ο Κ. ΔΗΜΗΤΡΑΤΟΣ ΠΡΟΣΠΑΘΕΙ ΝΑ ΕΜΦΑΝΙΣΗ ΩΣ ΙΔΙΑΙΤΕΡΑ ΕΠΙΕΙΚΗ ΤΑ ΝΕΑ ΜΕΤΡΑ ΔΙΑ ΤΗΝ ΕΙΣΦΟΡΗΝ ΠΑΛΑΙΩΝ ΕΙΣΦΟΡΩΝ ΠΡΟΣ ΤΟΥΣ ΑΣΦΑΛΙΣΤΙΚΟΥΣ ΟΡΓΑΝΙΣΜΟΥΣ xyxy=(387,592,779,658)
article-headline: ΚΑΤΑ ΜΙΑΝ ΕΚΡΗΞΙΝ ΕΙΣ ΠΕΤΡΕΛΑΙΟΦΟΡΟΝ ΤΡΕΙΣ ΝΑΥΤΑΙ ΤΟΥ ΕΞΗΦΑΝΙΣΘΗΣΑΝ xyxy=(212,169,363,250)
news-column-2 xyxy=(204,20,370,1377)
subsection-title: Μέλλοντες γάμοι xyxy=(8,183,118,200)
article-headline: ΜΕΣΗΛΙΞ ΚΑΙ ΠΑΙΔΙΣΚΗ ΗΓΑΠΗΘΗΣΑΝ ΚΑΙ ΕΠΕΙΔΗ Ο ΓΑΜΟΣ ΗΤΟ ΑΔΥΝΑΤΟΣ ΑΠΕΦΑΣΙΣΑΝ ΝΑ ΑΥΤΟΚΤΟΝΗΣΟΥΝ xyxy=(955,34,1286,116)
article-text: ΠΑΡΙΣΙΟΙ, 12. (Άσσοσ. Πρες). Ο πρίγκηψ Αλή Χάν εφονεύθη απόψε εις συγκρουσιν αυτοκινήτων εις προάστιον των Παρισίων. Ο πρίγκηψ οδηγούσε ο ίδιος το αυτοκίνητόν του, συγκρουσθέν μετά άλλου αυτοκινήτου. Η συνοδεύουσα αυτόν Μπεττίνα ετραυματίσθη ελαφρότατα. Ο πρίγκηψ μετεφέρθη εις νοσοκομείον όπου εξέπνευσε. xyxy=(204,1751,392,1832)
article-text: ΠΑΡΙΣΙΟΙ, 12. (Άσσοσ. Πρες). Ο πρίγκηψ Αλή Χάν εφονεύθη απόψε εις συγκρουσιν αυτοκινήτων εις προάστιον των Παρισίων. Ο πρίγκηψ οδηγούσε ο ίδιος το αυτοκίνητόν του, συγκρουσθέν μετά άλλου αυτοκινήτου. Η συνοδεύουσα αυτόν Μπεττίνα ετραυματίσθη ελαφρότατα. Ο πρίγκηψ μετεφέρθη εις νοσοκομείον όπου εξέπνευσε. xyxy=(204,1582,392,1664)
article-text: αυτός ενώπιον της οποίας ωμίλησε ο κ. Μαρκεζίνης. Ο ομιλητής ετόνισεν ότι η εθνική πολιτική πρέπει να στηρίζεται εις την ενότητα του λαού. Ο λαός της Μακεδονίας δεν λησμονεί τους αγώνας του. xyxy=(1298,1228,1560,1269)
article-text: ΑΘΗΝΑΙ, 12. Ενώπιον του διαρκούς στρατοδικείου συνεχίσθη η δίκη των δικαζομένων κομμουνιστών. Ηγόρευσαν οι συνήγοροι υπερασπίσεως οι οποίοι εζήτησαν την αθώωσιν των κατηγορουμένων. xyxy=(1303,234,1560,275)
section-title: ΕΚΚΛΗΣΙΑ xyxy=(8,375,123,402)
article-kicker: ΧΩΡΙΣ ΝΑ ΟΥΡΑΙΑΣΗ... xyxy=(222,323,352,337)
article-subhead: ΜΕ ΔΙΟΥΣΙΚΗ ΕΠΙ ΟΜΙΣΕΩΣ xyxy=(815,433,915,461)
donation-list-title: Παρελήφθησαν προσφοραί: xyxy=(794,843,927,854)
article-headline: Ο Κ. ΜΠΑΛΤΑΤΖΗΣ ΕΙΣ ΞΑΝΘΗΝ xyxy=(1342,458,1522,472)
notice-text: Ο Δαπανοχρηστίδης κ. Παν. Νικολαΐδης και η δ. Έφη Νικ. Ασλανίδη, θα τελέσουν τους γάμους των την 27ην Ιουνίου, εις τον Ι. Ναόν Αγίου Δημητρίου Συγγραμματέως Επισκέψεις θα δέχωνται εις τον νέον οίκον των την 14ην και 15ην Μαΐου 1960. xyxy=(8,76,194,137)
article-text: Εις την ομιλίαν του ο κ. Μαρκεζίνης ετόνισεν ότι ο τόπος ευρίσκεται εις κρίσιμον καμπήν και ότι μόνον η ενότης των δημοκρατικών δυνάμεων θα εξασφαλίση την πρόοδον. xyxy=(947,1701,1115,1753)
banner-column xyxy=(596,1579,784,1835)
article-headline: ΤΟ ΕΤΟΣ ΔΡΑΣΕΩΝ xyxy=(231,760,343,774)
article-headline: ΟΙ ΕΠΙΤΕΛΑΡΧΑΙ ΤΟΥ ΝΑΤΟ ΚΑΙ ΤΗΣ ΠΟΥΓΚΟΣΛΑΒΙΑΣ ΑΝΑΜΕΝΟΝΤΑΙ ΕΙΣ ΑΘΗΝΑΣ xyxy=(211,458,364,539)
section-title: ΚΗΔΕΙΑΙ xyxy=(8,1340,103,1366)
article-text: ΑΘΗΝΑΙ, 12. Εις την Ασφάλειαν εκρατήθησαν πέντε σεσημασμένοι κακοποιοί και μία νεαρά ελευθερίων ηθών, ήρωες σειράς επεισοδίων εις διάφορα κέντρα της πόλεως. Κατά την σύλληψιν αυτών προέβαλον αντίστασιν. Μετά την ανάκρισιν θα οδηγηθούν εις τον εισαγγελέα. Εις βάρος των εκκρεμούν και άλλαι κατηγορίαι δια κλοπάς και διαρρήξεις. Η αστυνομία συνεχίζει τας ερεύνας. xyxy=(947,455,1294,517)
article-text: ΠΑΡΙΣΙΟΙ, 12. (Άσσ. Πρες). Ο σοφέρ του αυτοκινήτου εδήλωσε ότι το άλλο αυτοκίνητον ήρχετο με μεγάλην ταχύτητα. Ο Αλή Χάν ήτο υιός του Αγά Χάν και πατήρ της πριγκηπίσσης Γιασμίν. ΠΟΥ ΕΓΕΝΝΗΘΗ. Ο Αλή Χάν εγεννήθη εις το Τουρίνον της Ιταλίας την 13ην Ιουνίου 1911. xyxy=(400,1751,588,1832)
donation-list xyxy=(794,857,937,928)
article-text: ΤΕΛ ΑΒΙΒ, 12. (Ρώυτερ). Η εβραϊκή αρχαιολογική αποστολή ανεκάλυψε εις σπήλαιον της ορεινής Ιουδαίας παπύρους γεγραμμένους εις την ελληνικήν και την εβραϊκήν γλώσσαν. Οι πάπυροι χρονολογούνται από της εποχής της εξεγέρσεως του Βαρ Κοχβά και φωτίζουν σκοτεινά σημεία της ιστορίας. Μεταξύ αυτών ευρέθησαν επιστολαί του ηγέτου της εξεγέρσεως. Οι αρχαιολόγοι χαρακτηρίζουν την ανακάλυψιν ως σημαντικωτάτην. xyxy=(382,458,784,519)
article-text: Την 11.30 ο κ. Μαρκεζίνης ανεχώρησε δι Αθήνας. xyxy=(1298,1456,1509,1466)
banner-column xyxy=(204,1579,392,1835)
article-headline: ΑΠΑΓΓΕΛΙΑ ΕΙΣ ΞΑΝΘΗΝ xyxy=(1360,516,1503,529)
article-headline: ΕΞΕΔΟΘΗ ΤΟ ΒΟΥΛΕΥΜΑ ΔΙΑ ΤΟΝ ΔΡΑΣΤΗΝ ΤΟΥ ΤΡΙΠΛΟΥ ΕΓΚΛΗΜΑΤΟΣ ΤΗΣ ΚΑΡΔΙΤΣΗΣ xyxy=(1303,20,1560,45)
article-kicker: ΔΙΑ ΝΑ ΣΩΣΗ ΤΑ ΠΑΙΔΙΑ xyxy=(813,20,917,28)
article-headline: ΜΙΑ ΓΑΤΑ ΕΚΑΙΕΤΟ ΕΙΣ ΤΟ ΚΑΠΩ ΤΟΥ ΑΥΤΟΚΙΝΗΤΟΥ xyxy=(206,335,368,385)
article-headline: Η ΗΝΙΑΡΓΙΑ ΤΟΥ ΣΑΒΒΑΤΟΥ xyxy=(818,1402,912,1429)
subsection-title: ΜΝΗΜΟΣΥΝΑ xyxy=(8,908,99,924)
article-text: ΧΙΟΣ, 12. Μία καταπληκτική υπόθεσις απασχολεί τας αστυνομικάς αρχάς της πόλεως. Ο 43ετής Γεώργιος Καμπούρης και η 13ετής Μαρία Κ. ηγαπήθησαν και επειδή ο γάμος των ήτο αδύνατος απεφάσισαν να αυτοκτονήσουν πίνοντες ταυτοχρόνως ποντικοφάρμακον. Η αστυνομία πληροφορηθείσα τα σχέδια των ερωτευμένων επενέβη εγκαίρως και έσωσε την κατάστασιν. Ο μεσήλιξ συνελήφθη και οδηγήθη ενώπιον του εισαγγελέως. Η παιδίσκη παρεδόθη εις τους γονείς της. xyxy=(947,235,1294,318)
banner-subhead: ΕΤΡΑΥΜΑΤΙΣΘΗ ΕΛΑΦΡΟΤΑΤΑ xyxy=(278,1540,710,1573)
article-text: ΠΑΡΙΣΙΟΙ, 12. (Άσσ. Πρες). Ο σοφέρ του αυτοκινήτου εδήλωσε ότι το άλλο αυτοκίνητον ήρχετο με μεγάλην ταχύτητα. Ο Αλή Χάν ήτο υιός του Αγά Χάν και πατήρ της πριγκηπίσσης Γιασμίν. ΠΟΥ ΕΓΕΝΝΗΘΗ. Ο Αλή Χάν εγεννήθη εις το Τουρίνον της Ιταλίας την 13ην Ιουνίου 1911. xyxy=(400,1582,588,1664)
article-kicker: Έκεινος 43 έτων, έκείνη 13 xyxy=(1022,20,1218,35)
news-column-6 xyxy=(1303,20,1560,1103)
notice-text: Το Διοικητικόν Συμβούλιον της Ενώσεως Γεωργικών Συνεταιρισμών εκφράζει τα θερμά συλλυπητήρια προς την οικογένειαν του αειμνήστου Ι. ΠΑΠΑΝΑΣΤΑΣΙΟΥ και αποφασίζει όπως παραστή σύσσωμον εις την κηδείαν αυτού. Ο ΠΡΟΕΔΡΟΣ Ο ΓΡΑΜΜΑΤΕΥΣ. xyxy=(8,1114,194,1185)
subsection-title: Άρραβωνες xyxy=(8,141,85,158)
article-text: Ο κ. Μαρκεζίνης είπε ότι η λύσις των προβλημάτων θα δοθή μόνον δι εκλογών. xyxy=(1121,1718,1290,1750)
article-subhead: Έπεσκέφθη καί την λέσχην τών Φιλελευθέρων xyxy=(1089,1204,1418,1220)
article-text: ΑΘΗΝΑΙ, 12. Την Κυριακήν θα αναχωρήση δια την Βόρειον Ελλάδα ο αρχηγός του Γενικού Επιτελείου Στρατού. xyxy=(1303,372,1560,392)
